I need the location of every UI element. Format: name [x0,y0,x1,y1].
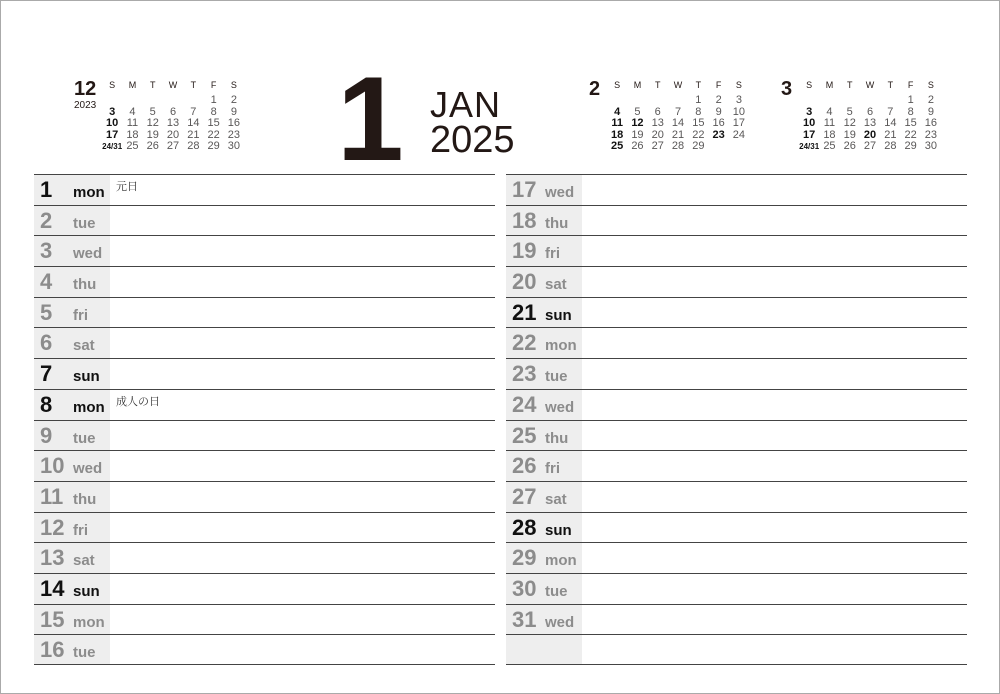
mini-day: 26 [631,140,644,153]
weekday-name: mon [545,337,577,355]
mini-day: 21 [884,128,897,141]
mini-day: 18 [126,128,139,141]
mini-day: 5 [846,105,853,118]
day-label-cell [506,267,582,297]
mini-day: 9 [715,105,722,118]
mini-day: 6 [866,105,874,118]
mini-day: 21 [187,128,200,141]
day-label-cell [506,451,582,481]
day-number: 18 [512,207,537,233]
month-name: JAN [430,84,502,125]
weekday-name: fri [545,460,560,478]
day-row[interactable] [506,174,967,205]
weekday-header: T [149,80,156,90]
mini-day [668,95,688,107]
day-number: 24 [512,391,537,417]
weekday-name: wed [73,245,103,263]
weekday-header: W [673,80,683,90]
mini-day: 11 [823,117,836,130]
mini-day: 9 [230,105,237,118]
mini-calendar-next-1 [589,79,759,159]
mini-day [102,95,122,107]
weekday-name: thu [545,214,569,232]
weekday-header: W [865,80,875,90]
mini-day: 9 [927,105,934,118]
day-number: 30 [512,575,537,601]
day-row[interactable] [34,573,495,604]
holiday-note: 元日 [116,181,138,193]
mini-day: 23 [712,128,725,141]
mini-day: 22 [904,128,917,141]
day-label-cell [506,390,582,420]
mini-day: 28 [187,140,200,153]
month-number: 1 [337,52,400,186]
mini-day [143,95,163,107]
mini-day: 1 [907,94,914,106]
mini-day: 20 [863,128,877,141]
weekday-header: M [825,80,834,90]
mini-day: 19 [843,128,856,141]
mini-day: 11 [611,117,623,130]
day-row[interactable] [506,358,967,389]
weekday-name: tue [545,582,568,600]
mini-day: 12 [843,117,856,130]
mini-day [183,95,203,107]
mini-day: 29 [904,140,917,153]
weekday-header: W [168,80,178,90]
mini-day: 25 [126,140,139,153]
weekday-header: F [210,80,217,90]
day-row[interactable] [34,297,495,328]
mini-day: 13 [651,117,664,130]
mini-day: 7 [674,105,682,118]
day-row[interactable] [34,266,495,297]
weekday-header: S [735,80,742,90]
day-label-cell [506,298,582,328]
day-number: 22 [512,330,537,356]
day-row[interactable] [506,573,967,604]
day-row[interactable] [34,481,495,512]
mini-day: 28 [671,140,685,153]
day-row[interactable] [34,420,495,451]
mini-day: 16 [924,117,938,130]
mini-day: 8 [695,105,702,118]
mini-day: 26 [146,140,159,153]
day-number: 8 [40,391,53,417]
mini-day: 14 [884,117,897,130]
mini-day: 17 [106,128,119,141]
day-number: 2 [40,207,53,233]
mini-day: 17 [732,117,746,130]
weekday-name: sat [73,552,95,570]
day-label-cell [506,605,582,635]
day-row[interactable] [34,174,495,205]
day-number: 5 [40,299,53,325]
day-label-cell [34,328,110,358]
weekday-header: F [715,80,722,90]
day-number: 28 [512,514,537,540]
mini-calendar-next-2 [781,79,951,159]
day-label-cell [506,206,582,236]
weekday-header: S [806,80,813,90]
mini-day: 22 [207,128,220,141]
mini-day: 7 [190,105,197,118]
mini-day: 1 [210,94,217,106]
mini-day: 25 [823,140,836,153]
mini-day: 19 [631,128,644,141]
day-number: 14 [40,575,65,601]
day-number: 20 [512,269,537,295]
mini-calendar-prev [74,79,254,159]
mini-day: 25 [611,140,624,153]
mini-month-number: 3 [781,78,793,100]
weekday-header: F [907,80,914,90]
day-row[interactable] [506,420,967,451]
mini-year: 2023 [74,100,97,111]
mini-day: 3 [735,94,742,106]
mini-day: 16 [227,117,241,130]
day-number: 23 [512,361,537,387]
day-number: 6 [40,330,53,356]
mini-day: 20 [166,128,180,141]
weekday-name: sun [73,582,100,600]
day-label-cell [34,574,110,604]
day-number: 16 [40,637,65,663]
mini-month-number: 2 [589,78,601,100]
weekday-name: mon [73,184,105,201]
mini-day: 3 [806,105,813,118]
day-row[interactable] [506,481,967,512]
day-row[interactable] [506,266,967,297]
mini-day: 2 [715,94,722,106]
day-label-cell [34,635,110,664]
mini-month-number: 12 [74,78,97,100]
days-column-right [506,174,967,665]
mini-day: 21 [671,128,685,141]
day-label-cell [34,175,110,205]
mini-day: 18 [611,128,624,141]
mini-grid [102,79,244,153]
day-row[interactable] [34,512,495,543]
day-number: 29 [512,545,537,571]
mini-day: 10 [803,117,816,130]
mini-day [799,95,819,107]
day-label-cell [506,543,582,573]
weekday-header: T [695,80,702,90]
day-label-cell [506,635,582,664]
weekday-name: wed [545,613,575,631]
mini-day: 16 [712,117,725,130]
weekday-name: tue [73,429,96,447]
mini-day: 27 [166,140,180,153]
day-number: 3 [40,238,53,264]
weekday-name: mon [73,398,105,416]
day-label-cell [34,482,110,512]
day-number: 21 [512,299,537,325]
mini-day [729,141,749,153]
mini-day: 27 [863,140,877,153]
weekday-header: T [654,80,661,90]
mini-day: 18 [823,128,836,141]
weekday-name: tue [73,644,96,662]
day-label-cell [34,605,110,635]
mini-day: 4 [129,105,136,118]
weekday-name: wed [545,398,575,416]
mini-day: 14 [671,117,685,130]
day-row[interactable] [34,604,495,635]
mini-day: 7 [887,105,894,118]
weekday-header: S [109,80,116,90]
day-number: 15 [40,606,65,632]
day-number: 4 [40,269,53,295]
day-label-cell [506,328,582,358]
weekday-header: S [927,80,934,90]
day-number: 25 [512,422,537,448]
mini-day: 19 [146,128,159,141]
mini-day: 12 [146,117,159,130]
day-label-cell [506,574,582,604]
mini-day: 30 [924,140,938,153]
day-row[interactable] [34,634,495,665]
mini-day: 14 [187,117,200,130]
day-label-cell [506,236,582,266]
weekday-name: wed [73,460,103,478]
mini-day: 6 [654,105,661,118]
mini-day: 6 [169,105,177,118]
weekday-header: T [887,80,894,90]
year: 2025 [430,119,515,161]
mini-day: 29 [207,140,220,153]
mini-day: 28 [884,140,897,153]
day-label-cell [34,359,110,389]
weekday-name: thu [545,429,569,447]
day-row[interactable] [506,235,967,266]
weekday-name: mon [545,552,577,570]
holiday-note: 成人の日 [116,395,160,408]
day-label-cell [34,236,110,266]
mini-day: 3 [109,105,116,118]
mini-day: 30 [227,140,241,153]
mini-day: 17 [803,128,816,141]
mini-day [860,95,880,107]
day-label-cell [34,543,110,573]
day-row[interactable] [34,205,495,236]
mini-day: 22 [692,128,705,141]
weekday-name: fri [545,245,560,263]
weekday-name: sat [545,490,567,508]
day-row[interactable] [506,389,967,420]
mini-day: 10 [732,105,746,118]
mini-day: 20 [651,128,664,141]
day-label-cell [34,298,110,328]
mini-day: 15 [692,117,705,130]
day-number: 11 [40,483,64,509]
mini-day: 15 [207,117,220,130]
weekday-header: T [846,80,853,90]
mini-day: 10 [106,117,119,130]
weekday-header: S [614,80,621,90]
day-label-cell [34,206,110,236]
mini-day: 2 [927,94,934,106]
mini-day [627,95,647,107]
mini-day: 27 [651,140,664,153]
day-number: 13 [40,545,65,571]
day-number: 19 [512,238,537,264]
weekday-name: sun [73,368,100,386]
weekday-name: tue [545,368,568,386]
mini-day: 15 [904,117,917,130]
day-label-cell [34,513,110,543]
weekday-name: fri [73,306,88,324]
mini-day: 13 [166,117,180,130]
day-row[interactable] [506,297,967,328]
day-label-cell [506,359,582,389]
mini-day: 23 [227,128,241,141]
weekday-name: tue [73,214,96,232]
day-row[interactable] [506,327,967,358]
mini-day [163,95,183,107]
mini-day: 8 [210,105,217,118]
day-row[interactable] [34,450,495,481]
mini-day: 5 [634,105,641,118]
day-number: 9 [40,422,53,448]
mini-day [122,95,142,107]
day-row[interactable] [506,512,967,543]
weekday-name: thu [73,490,97,508]
mini-day: 26 [843,140,856,153]
day-row[interactable] [506,542,967,573]
weekday-name: thu [73,276,97,294]
day-number: 27 [512,483,537,509]
day-row[interactable] [34,542,495,573]
day-row[interactable] [34,235,495,266]
weekday-header: M [128,80,137,90]
mini-day [607,95,627,107]
day-number: 1 [40,177,53,202]
mini-day: 5 [149,105,156,118]
day-row[interactable] [34,389,495,420]
mini-day: 24/31 [102,142,123,152]
mini-day: 4 [614,105,621,118]
mini-day [840,95,860,107]
day-label-cell [34,267,110,297]
day-row[interactable] [506,205,967,236]
day-number: 10 [40,453,65,479]
mini-day: 12 [631,117,644,130]
weekday-name: fri [73,521,88,539]
mini-day: 13 [863,117,877,130]
weekday-header: S [230,80,237,90]
day-number: 12 [40,514,65,540]
day-number: 7 [40,361,53,387]
day-row[interactable] [34,358,495,389]
day-label-cell [34,421,110,451]
weekday-name: sat [73,337,95,355]
mini-day: 4 [826,105,833,118]
day-number: 31 [512,606,537,632]
mini-day [708,141,728,153]
mini-grid [607,79,749,153]
weekday-name: sat [545,276,567,294]
mini-day [648,95,668,107]
day-label-cell [34,390,110,420]
weekday-header: T [190,80,197,90]
weekday-name: wed [545,184,575,201]
day-label-cell [506,513,582,543]
mini-day: 11 [126,117,139,130]
mini-day: 24 [732,128,746,141]
mini-grid [799,79,941,153]
day-row[interactable] [506,634,967,665]
days-column-left [34,174,495,665]
mini-day: 23 [924,128,938,141]
weekday-name: sun [545,306,572,324]
weekday-name: sun [545,521,572,539]
mini-day [819,95,839,107]
mini-day: 1 [695,94,702,106]
day-label-cell [506,175,582,205]
mini-day: 8 [907,105,914,118]
weekday-name: mon [73,613,105,631]
day-row[interactable] [34,327,495,358]
day-label-cell [34,451,110,481]
day-label-cell [506,482,582,512]
day-number: 26 [512,453,537,479]
mini-day: 29 [692,140,705,153]
mini-day: 24/31 [799,142,820,152]
day-number: 17 [512,177,537,202]
day-label-cell [506,421,582,451]
mini-day [880,95,900,107]
day-row[interactable] [506,450,967,481]
day-row[interactable] [506,604,967,635]
mini-day: 2 [230,94,237,106]
weekday-header: M [633,80,642,90]
